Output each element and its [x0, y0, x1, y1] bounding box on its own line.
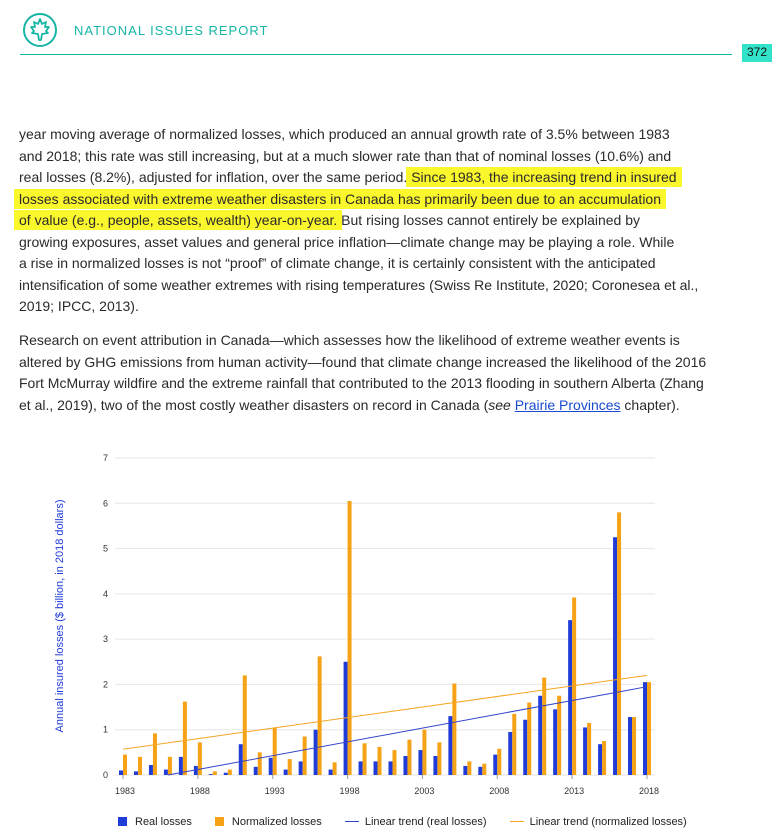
normalized-loss-bar — [542, 678, 546, 775]
normalized-loss-bar — [527, 703, 531, 775]
legend-trend-normalized — [510, 816, 687, 828]
normalized-loss-bar — [123, 755, 127, 775]
y-tick-label: 2 — [102, 679, 108, 690]
y-tick-label: 6 — [102, 498, 108, 509]
legend-label: Real losses — [135, 816, 192, 828]
normalized-loss-bar — [392, 750, 396, 775]
legend-real-losses — [118, 816, 192, 828]
text-segment: et al., 2019), two of the most costly weather disasters on record in Canada ( — [19, 396, 489, 413]
paragraph-line — [19, 167, 744, 189]
normalized-loss-bar — [647, 682, 651, 775]
real-loss-bar — [269, 758, 273, 775]
normalized-loss-bar — [348, 501, 352, 775]
x-tick-label: 2018 — [638, 786, 660, 796]
y-tick-label: 7 — [102, 453, 108, 463]
normalized-loss-bar — [437, 742, 441, 775]
normalized-loss-bar — [602, 741, 606, 775]
text-segment: real losses (8.2%), adjusted for inflation, over the same period. — [19, 169, 412, 185]
normalized-loss-bar — [243, 675, 247, 775]
chart-legend — [118, 816, 707, 828]
normalized-loss-bar — [512, 714, 516, 775]
paragraph-line: and 2018; this rate was still increasing, but at a much slower rate than that of nominal losses (10.6%) and — [19, 147, 672, 164]
highlighted-text: of value (e.g., people, assets, wealth) year-on-year. — [19, 212, 338, 228]
x-tick-label: 2008 — [489, 786, 510, 796]
paragraph-line: intensification of some weather extremes with rising temperatures (Swiss Re Institute, 2020; Coronesea et al., — [19, 276, 699, 293]
real-loss-bar — [493, 755, 497, 775]
real-loss-bar — [388, 761, 392, 775]
normalized-loss-bar — [213, 771, 217, 775]
legend-normalized-losses — [215, 816, 322, 828]
normalized-loss-bar — [617, 512, 621, 775]
real-loss-bar — [254, 767, 258, 775]
paragraph-line: Fort McMurray wildfire and the extreme rainfall that contributed to the 2013 flooding in southern Alberta (Zhang — [19, 375, 704, 391]
report-title: NATIONAL ISSUES REPORT — [74, 23, 269, 38]
real-loss-bar — [478, 767, 482, 775]
highlighted-text: losses associated with extreme weather disasters in Canada has primarily been due to an accumulation — [19, 190, 662, 207]
text-segment: But rising losses cannot entirely be explained by — [337, 212, 641, 228]
real-loss-bar — [553, 709, 557, 775]
normalized-losses-swatch — [215, 817, 224, 826]
x-tick-label: 2003 — [414, 786, 435, 796]
normalized-loss-bar — [138, 757, 142, 775]
real-loss-bar — [403, 756, 407, 775]
normalized-loss-bar — [407, 740, 411, 775]
normalized-loss-bar — [273, 727, 277, 775]
legend-label: Linear trend (real losses) — [364, 816, 487, 828]
normalized-loss-bar — [557, 696, 561, 775]
maple-leaf-logo-icon — [22, 12, 58, 48]
y-axis-label: Annual insured losses ($ billion, in 2018 dollars) — [54, 499, 66, 733]
real-loss-bar — [134, 771, 138, 775]
real-loss-bar — [209, 774, 213, 775]
y-tick-label: 1 — [102, 724, 108, 735]
real-loss-bar — [149, 765, 153, 775]
paragraph-line: a rise in normalized losses is not “proof” of climate change, it is certainly consistent with the anticipated — [19, 255, 656, 271]
trend-real-swatch — [345, 821, 359, 822]
report-header — [0, 0, 781, 70]
legend-label: Normalized losses — [231, 816, 322, 828]
y-tick-label: 3 — [102, 634, 108, 645]
real-loss-bar — [314, 730, 318, 775]
x-tick-label: 1998 — [339, 786, 360, 796]
normalized-loss-bar — [587, 723, 591, 775]
normalized-loss-bar — [168, 757, 172, 775]
real-loss-bar — [433, 756, 437, 775]
real-loss-bar — [359, 761, 363, 775]
page-number-badge: 372 — [742, 44, 772, 62]
real-losses-swatch — [118, 817, 127, 826]
paragraph-1 — [19, 124, 744, 318]
normalized-loss-bar — [153, 733, 157, 775]
normalized-loss-bar — [303, 737, 307, 775]
x-tick-label: 1988 — [189, 786, 210, 796]
normalized-loss-bar — [198, 742, 202, 775]
y-tick-label: 5 — [102, 543, 108, 554]
real-loss-bar — [538, 696, 542, 775]
text-segment: chapter). — [620, 396, 680, 413]
trend-normalized-swatch — [510, 821, 524, 822]
real-loss-bar — [329, 770, 333, 775]
normalized-loss-bar — [422, 730, 426, 775]
paragraph-2 — [19, 330, 744, 416]
normalized-loss-bar — [258, 752, 262, 775]
header-rule — [20, 54, 732, 55]
highlighted-text: Since 1983, the increasing trend in insured — [411, 169, 677, 185]
real-loss-bar — [523, 720, 527, 775]
x-tick-label: 1983 — [114, 786, 136, 796]
real-loss-bar — [418, 750, 422, 775]
x-tick-label: 2013 — [564, 786, 585, 796]
paragraph-line: altered by GHG emissions from human activity—found that climate change increased the likelihood of the 2016 — [19, 353, 707, 370]
real-loss-bar — [508, 732, 512, 775]
real-loss-bar — [598, 744, 602, 775]
real-loss-bar — [164, 770, 168, 775]
prairie-provinces-link[interactable]: Prairie Provinces — [514, 396, 621, 413]
chart-bars — [119, 501, 651, 775]
legend-label: Linear trend (normalized losses) — [529, 816, 687, 828]
real-loss-bar — [448, 716, 452, 775]
normalized-loss-bar — [333, 762, 337, 775]
real-loss-bar — [374, 761, 378, 775]
real-loss-bar — [224, 773, 228, 775]
paragraph-line: growing exposures, asset values and general price inflation—climate change may be playing a role. While — [19, 233, 675, 250]
real-loss-bar — [568, 620, 572, 775]
normalized-loss-bar — [632, 717, 636, 775]
real-loss-bar — [284, 770, 288, 775]
insured-losses-chart — [0, 440, 781, 810]
real-loss-bar — [239, 744, 243, 775]
normalized-loss-bar — [482, 764, 486, 775]
normalized-loss-bar — [183, 702, 187, 775]
real-loss-bar — [643, 682, 647, 775]
real-loss-bar — [628, 717, 632, 775]
legend-trend-real — [345, 816, 487, 828]
normalized-loss-bar — [467, 761, 471, 775]
normalized-loss-bar — [452, 684, 456, 775]
real-loss-bar — [299, 761, 303, 775]
normalized-loss-bar — [363, 743, 367, 775]
see-italic: see — [488, 396, 511, 413]
normalized-loss-bar — [318, 656, 322, 775]
real-loss-bar — [583, 727, 587, 775]
real-loss-bar — [463, 766, 467, 775]
real-loss-bar — [119, 770, 123, 775]
paragraph-line: year moving average of normalized losses, which produced an annual growth rate of 3.5% between 1983 — [19, 126, 670, 142]
paragraph-line — [19, 189, 744, 211]
normalized-loss-bar — [497, 749, 501, 775]
y-tick-label: 4 — [102, 588, 108, 599]
paragraph-line — [19, 210, 744, 232]
normalized-loss-bar — [228, 770, 232, 775]
paragraph-line: 2019; IPCC, 2013). — [19, 298, 139, 314]
y-tick-label: 0 — [102, 770, 108, 780]
paragraph-line: Research on event attribution in Canada—which assesses how the likelihood of extreme weather events is — [19, 332, 680, 348]
normalized-loss-bar — [288, 759, 292, 775]
real-loss-bar — [613, 537, 617, 775]
x-tick-label: 1993 — [264, 786, 285, 796]
normalized-loss-bar — [378, 747, 382, 775]
paragraph-line — [19, 395, 744, 417]
